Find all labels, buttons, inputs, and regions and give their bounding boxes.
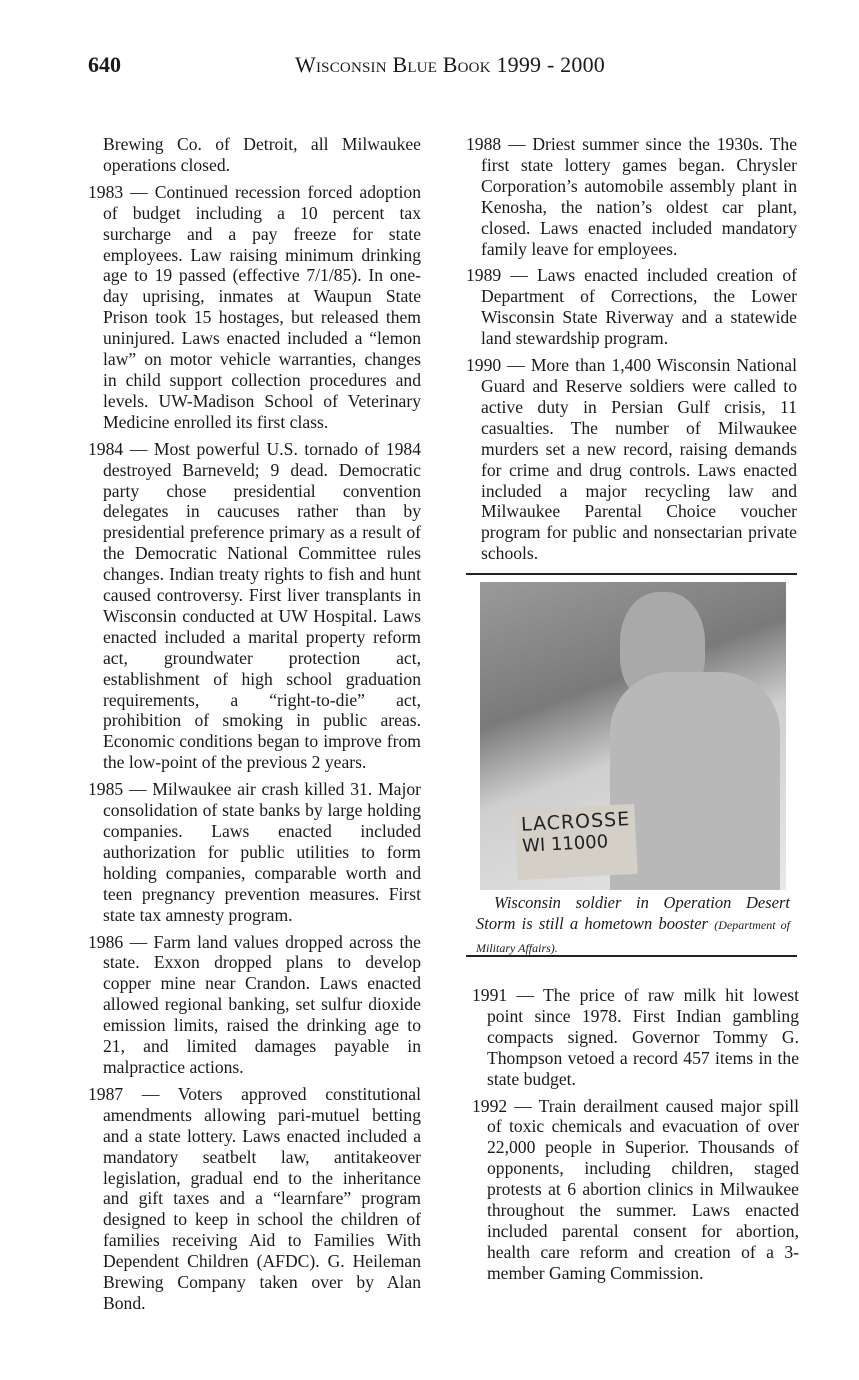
chronology-entry: 1985 — Milwaukee air crash killed 31. Major consolidation of state banks by large holding companies. Laws enacted included authorization for public utilities to form holding companies, comparable worth and teen pregnancy prevention measures. First state tax amnesty program. xyxy=(88,779,421,925)
figure-top-rule xyxy=(466,573,797,575)
running-title: Wisconsin Blue Book 1999 - 2000 xyxy=(295,52,605,77)
right-column-bottom xyxy=(472,985,799,1290)
sign-line-2: WI 11000 xyxy=(521,831,609,857)
chronology-entry: 1991 — The price of raw milk hit lowest point since 1978. First Indian gambling compacts signed. Governor Tommy G. Thompson vetoed a record 457 items in the state budget. xyxy=(472,985,799,1089)
caption-text: Wisconsin soldier in Operation Desert Storm is still a hometown booster xyxy=(476,893,790,933)
chronology-entry: 1983 — Continued recession forced adoption of budget including a 10 percent tax surcharge and a pay freeze for state employees. Law raising minimum drinking age to 19 passed (effective 7/1/85). In one-day uprising, inmates at Waupun State Prison took 15 hostages, but released them uninjured. Laws enacted included a “lemon law” on motor vehicle warranties, changes in child support collection procedures and levels. UW-Madison School of Veterinary Medicine enrolled its first class. xyxy=(88,181,421,432)
photo-caption xyxy=(476,892,790,959)
photo-credit: (Department of Military Affairs). xyxy=(476,918,791,955)
chronology-entry: 1984 — Most powerful U.S. tornado of 1984 destroyed Barneveld; 9 dead. Democratic party chose presidential convention delegates in caucuses rather than by presidential preference primary as a result of the Democratic National Committee rules changes. Indian treaty rights to fish and hunt caused controversy. First liver transplants in Wisconsin conducted at UW Hospital. Laws enacted included a marital property reform act, groundwater protection act, establishment of high school graduation requirements, a “right-to-die” act, prohibition of smoking in public areas. Economic conditions began to improve from the low-point of the previous 2 years. xyxy=(88,438,421,773)
sign-line-1: LACROSSE xyxy=(520,808,631,836)
chronology-entry: 1990 — More than 1,400 Wisconsin National Guard and Reserve soldiers were called to active duty in Persian Gulf crisis, 11 casualties. The number of Milwaukee murders set a new record, raising demands for crime and drug controls. Laws enacted included a major recycling law and Milwaukee Parental Choice voucher program for public and nonsectarian private schools. xyxy=(466,355,797,564)
chronology-entry: 1992 — Train derailment caused major spill of toxic chemicals and evacuation of over 22,000 people in Superior. Thousands of opponents, including children, staged protests at 6 abortion clinics in Milwaukee throughout the summer. Laws enacted included parental consent for abortion, health care reform and creation of a 3-member Gaming Commission. xyxy=(472,1095,799,1283)
chronology-entry: 1987 — Voters approved constitutional amendments allowing pari-mutuel betting and a state lottery. Laws enacted included a mandatory seatbelt law, antitakeover legislation, gradual end to the inheritance and gift taxes and a “learnfare” program designed to keep in school the children of families receiving Aid to Families With Dependent Children (AFDC). G. Heileman Brewing Company taken over by Alan Bond. xyxy=(88,1083,421,1313)
chronology-entry: 1989 — Laws enacted included creation of Department of Corrections, the Lower Wisconsin State Riverway and a statewide land stewardship program. xyxy=(466,265,797,349)
left-column xyxy=(88,134,421,1320)
chronology-entry: 1986 — Farm land values dropped across the state. Exxon dropped plans to develop copper mine near Crandon. Laws enacted allowed regional banking, set sulfur dioxide emission limits, raised the drinking age to 21, and limited damages payable in malpractice actions. xyxy=(88,931,421,1077)
chronology-entry: 1988 — Driest summer since the 1930s. The first state lottery games began. Chrysler Corporation’s automobile assembly plant in Kenosha, the nation’s oldest car plant, closed. Laws enacted included mandatory family leave for employees. xyxy=(466,134,797,259)
right-column-top xyxy=(466,134,797,570)
chronology-entry: Brewing Co. of Detroit, all Milwaukee operations closed. xyxy=(103,134,421,175)
page-number: 640 xyxy=(88,52,121,77)
soldier-photo xyxy=(480,582,786,890)
figure-bottom-rule xyxy=(466,955,797,957)
photo-sign xyxy=(514,804,637,880)
